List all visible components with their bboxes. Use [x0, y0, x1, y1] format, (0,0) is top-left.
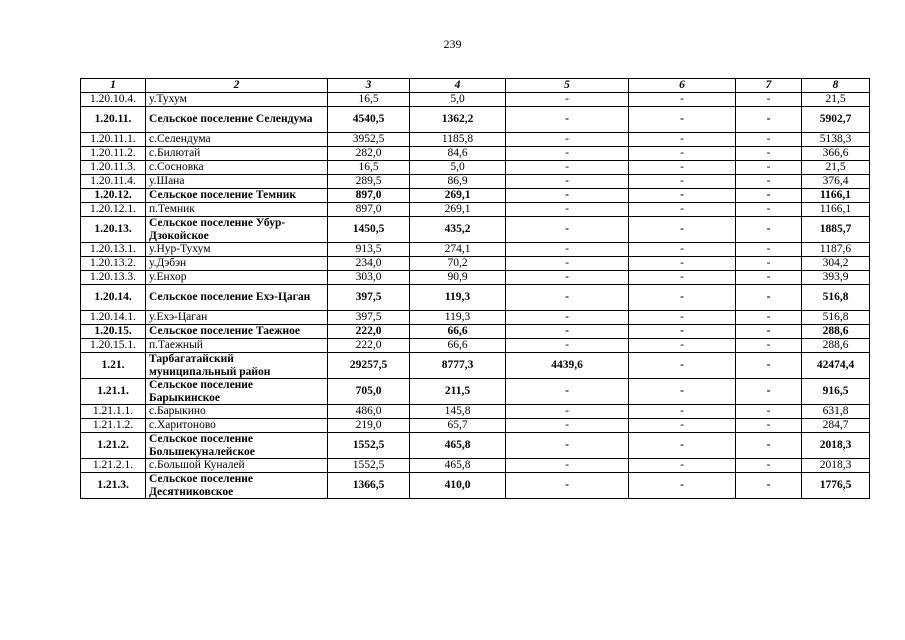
row-col-5: -: [506, 147, 629, 161]
row-col-6: -: [629, 257, 736, 271]
row-col-4: 269,1: [410, 203, 506, 217]
table-body: [81, 93, 870, 499]
row-col-8: 5902,7: [802, 107, 870, 133]
row-col-8: 516,8: [802, 311, 870, 325]
row-col-3: 222,0: [328, 325, 410, 339]
row-col-5: -: [506, 285, 629, 311]
row-col-5: -: [506, 419, 629, 433]
data-table: [80, 78, 870, 499]
row-col-6: -: [629, 339, 736, 353]
table-row: [81, 93, 870, 107]
row-code: 1.20.11.: [81, 107, 146, 133]
row-col-8: 1776,5: [802, 473, 870, 499]
row-col-5: -: [506, 107, 629, 133]
row-col-3: 29257,5: [328, 353, 410, 379]
row-name: Сельское поселение Темник: [146, 189, 328, 203]
row-name: с.Барыкино: [146, 405, 328, 419]
row-col-6: -: [629, 379, 736, 405]
row-col-6: -: [629, 285, 736, 311]
row-col-4: 145,8: [410, 405, 506, 419]
row-col-5: -: [506, 473, 629, 499]
row-code: 1.21.2.: [81, 433, 146, 459]
row-col-3: 486,0: [328, 405, 410, 419]
row-col-5: -: [506, 175, 629, 189]
row-col-6: -: [629, 217, 736, 243]
header-col-3: 3: [328, 79, 410, 93]
table-row: [81, 217, 870, 243]
table-row: [81, 271, 870, 285]
row-col-5: -: [506, 133, 629, 147]
row-col-7: -: [736, 271, 802, 285]
row-col-6: -: [629, 93, 736, 107]
row-col-8: 21,5: [802, 93, 870, 107]
row-col-8: 916,5: [802, 379, 870, 405]
row-col-4: 410,0: [410, 473, 506, 499]
row-col-7: -: [736, 459, 802, 473]
row-name: у.Ехэ-Цаган: [146, 311, 328, 325]
row-code: 1.20.15.1.: [81, 339, 146, 353]
row-col-3: 4540,5: [328, 107, 410, 133]
header-col-1: 1: [81, 79, 146, 93]
row-code: 1.20.13.2.: [81, 257, 146, 271]
row-name: у.Дэбэн: [146, 257, 328, 271]
header-row: [81, 79, 870, 93]
row-col-5: -: [506, 325, 629, 339]
row-col-5: -: [506, 243, 629, 257]
table-row: [81, 107, 870, 133]
row-col-6: -: [629, 433, 736, 459]
row-col-3: 1450,5: [328, 217, 410, 243]
table-row: [81, 405, 870, 419]
row-col-3: 1552,5: [328, 459, 410, 473]
row-col-7: -: [736, 93, 802, 107]
row-name: п.Темник: [146, 203, 328, 217]
row-name: у.Шана: [146, 175, 328, 189]
table-row: [81, 419, 870, 433]
header-col-7: 7: [736, 79, 802, 93]
row-code: 1.20.11.1.: [81, 133, 146, 147]
row-col-4: 84,6: [410, 147, 506, 161]
row-col-7: -: [736, 285, 802, 311]
row-col-7: -: [736, 175, 802, 189]
table-row: [81, 243, 870, 257]
row-code: 1.21.3.: [81, 473, 146, 499]
row-col-5: -: [506, 271, 629, 285]
row-code: 1.21.1.: [81, 379, 146, 405]
row-col-6: -: [629, 405, 736, 419]
row-col-4: 465,8: [410, 433, 506, 459]
row-col-4: 65,7: [410, 419, 506, 433]
row-col-4: 119,3: [410, 285, 506, 311]
row-col-6: -: [629, 133, 736, 147]
row-col-6: -: [629, 459, 736, 473]
row-col-3: 913,5: [328, 243, 410, 257]
row-col-8: 304,2: [802, 257, 870, 271]
row-code: 1.20.12.1.: [81, 203, 146, 217]
row-col-4: 1185,8: [410, 133, 506, 147]
row-col-6: -: [629, 419, 736, 433]
row-col-6: -: [629, 203, 736, 217]
row-col-3: 897,0: [328, 203, 410, 217]
row-col-7: -: [736, 133, 802, 147]
row-col-3: 289,5: [328, 175, 410, 189]
row-col-6: -: [629, 189, 736, 203]
row-col-7: -: [736, 473, 802, 499]
row-col-8: 1166,1: [802, 189, 870, 203]
row-col-6: -: [629, 161, 736, 175]
row-name: с.Харитоново: [146, 419, 328, 433]
row-name: Сельское поселение Убур-Дзокойское: [146, 217, 328, 243]
row-col-5: -: [506, 433, 629, 459]
row-col-4: 8777,3: [410, 353, 506, 379]
row-col-6: -: [629, 311, 736, 325]
row-name: с.Сосновка: [146, 161, 328, 175]
table-row: [81, 175, 870, 189]
header-col-4: 4: [410, 79, 506, 93]
table-row: [81, 285, 870, 311]
table-row: [81, 459, 870, 473]
table-row: [81, 473, 870, 499]
row-col-8: 2018,3: [802, 433, 870, 459]
row-col-4: 5,0: [410, 93, 506, 107]
table-row: [81, 189, 870, 203]
row-col-7: -: [736, 325, 802, 339]
row-col-4: 1362,2: [410, 107, 506, 133]
row-col-4: 66,6: [410, 325, 506, 339]
row-name: Сельское поселение Десятниковское: [146, 473, 328, 499]
row-col-7: -: [736, 311, 802, 325]
row-col-5: -: [506, 161, 629, 175]
row-col-8: 393,9: [802, 271, 870, 285]
row-name: Сельское поселение Селендума: [146, 107, 328, 133]
row-col-7: -: [736, 433, 802, 459]
row-col-5: -: [506, 93, 629, 107]
row-col-5: -: [506, 405, 629, 419]
row-col-7: -: [736, 353, 802, 379]
row-col-6: -: [629, 473, 736, 499]
row-col-8: 1166,1: [802, 203, 870, 217]
row-col-4: 66,6: [410, 339, 506, 353]
row-name: Сельское поселение Барыкинское: [146, 379, 328, 405]
table-row: [81, 433, 870, 459]
row-col-7: -: [736, 217, 802, 243]
row-code: 1.20.12.: [81, 189, 146, 203]
row-name: с.Селендума: [146, 133, 328, 147]
row-col-8: 288,6: [802, 325, 870, 339]
row-name: Сельское поселение Ехэ-Цаган: [146, 285, 328, 311]
row-col-7: -: [736, 405, 802, 419]
table-row: [81, 203, 870, 217]
table-row: [81, 379, 870, 405]
row-col-8: 21,5: [802, 161, 870, 175]
row-code: 1.20.11.2.: [81, 147, 146, 161]
row-code: 1.20.13.3.: [81, 271, 146, 285]
row-col-6: -: [629, 325, 736, 339]
page-number: 239: [443, 37, 462, 51]
row-col-5: 4439,6: [506, 353, 629, 379]
row-col-6: -: [629, 147, 736, 161]
table-row: [81, 161, 870, 175]
row-col-8: 288,6: [802, 339, 870, 353]
row-code: 1.20.14.1.: [81, 311, 146, 325]
row-col-7: -: [736, 243, 802, 257]
row-name: с.Большой Куналей: [146, 459, 328, 473]
row-col-7: -: [736, 107, 802, 133]
row-col-6: -: [629, 175, 736, 189]
row-col-5: -: [506, 339, 629, 353]
header-col-5: 5: [506, 79, 629, 93]
row-code: 1.20.15.: [81, 325, 146, 339]
table-row: [81, 133, 870, 147]
row-col-3: 897,0: [328, 189, 410, 203]
row-col-4: 5,0: [410, 161, 506, 175]
table-row: [81, 339, 870, 353]
row-code: 1.21.2.1.: [81, 459, 146, 473]
row-col-3: 397,5: [328, 311, 410, 325]
row-col-4: 211,5: [410, 379, 506, 405]
row-col-8: 631,8: [802, 405, 870, 419]
row-name: у.Тухум: [146, 93, 328, 107]
row-name: п.Таежный: [146, 339, 328, 353]
row-code: 1.20.14.: [81, 285, 146, 311]
row-col-5: -: [506, 203, 629, 217]
row-col-7: -: [736, 161, 802, 175]
row-col-4: 86,9: [410, 175, 506, 189]
table-row: [81, 353, 870, 379]
row-name: Сельское поселение Большекуналейское: [146, 433, 328, 459]
row-col-3: 3952,5: [328, 133, 410, 147]
row-code: 1.21.: [81, 353, 146, 379]
row-code: 1.20.11.3.: [81, 161, 146, 175]
row-col-7: -: [736, 147, 802, 161]
row-col-8: 42474,4: [802, 353, 870, 379]
row-name: Тарбагатайский муниципальный район: [146, 353, 328, 379]
row-name: Сельское поселение Таежное: [146, 325, 328, 339]
row-col-7: -: [736, 257, 802, 271]
row-col-3: 397,5: [328, 285, 410, 311]
row-col-8: 366,6: [802, 147, 870, 161]
row-col-8: 2018,3: [802, 459, 870, 473]
row-code: 1.20.11.4.: [81, 175, 146, 189]
row-col-5: -: [506, 257, 629, 271]
row-col-4: 269,1: [410, 189, 506, 203]
row-col-3: 1552,5: [328, 433, 410, 459]
row-col-3: 222,0: [328, 339, 410, 353]
table-row: [81, 311, 870, 325]
row-col-8: 1187,6: [802, 243, 870, 257]
row-col-3: 303,0: [328, 271, 410, 285]
row-code: 1.20.13.: [81, 217, 146, 243]
row-code: 1.20.13.1.: [81, 243, 146, 257]
row-col-3: 219,0: [328, 419, 410, 433]
header-col-6: 6: [629, 79, 736, 93]
table-row: [81, 147, 870, 161]
row-col-8: 376,4: [802, 175, 870, 189]
row-col-5: -: [506, 379, 629, 405]
row-col-5: -: [506, 189, 629, 203]
row-col-4: 465,8: [410, 459, 506, 473]
table-row: [81, 257, 870, 271]
row-col-5: -: [506, 459, 629, 473]
row-col-7: -: [736, 419, 802, 433]
row-col-7: -: [736, 339, 802, 353]
row-col-4: 274,1: [410, 243, 506, 257]
row-col-4: 119,3: [410, 311, 506, 325]
row-col-3: 234,0: [328, 257, 410, 271]
row-col-4: 70,2: [410, 257, 506, 271]
row-col-7: -: [736, 379, 802, 405]
row-col-6: -: [629, 243, 736, 257]
header-col-8: 8: [802, 79, 870, 93]
row-code: 1.21.1.1.: [81, 405, 146, 419]
row-col-3: 705,0: [328, 379, 410, 405]
row-col-6: -: [629, 353, 736, 379]
row-col-3: 16,5: [328, 161, 410, 175]
header-col-2: 2: [146, 79, 328, 93]
row-col-6: -: [629, 107, 736, 133]
row-col-8: 516,8: [802, 285, 870, 311]
row-col-8: 1885,7: [802, 217, 870, 243]
row-col-3: 16,5: [328, 93, 410, 107]
row-code: 1.20.10.4.: [81, 93, 146, 107]
row-name: с.Билютай: [146, 147, 328, 161]
row-name: у.Енхор: [146, 271, 328, 285]
row-col-5: -: [506, 311, 629, 325]
row-col-6: -: [629, 271, 736, 285]
row-col-3: 282,0: [328, 147, 410, 161]
row-code: 1.21.1.2.: [81, 419, 146, 433]
row-col-4: 435,2: [410, 217, 506, 243]
row-col-7: -: [736, 203, 802, 217]
row-col-4: 90,9: [410, 271, 506, 285]
row-col-5: -: [506, 217, 629, 243]
row-name: у.Нур-Тухум: [146, 243, 328, 257]
table-row: [81, 325, 870, 339]
row-col-7: -: [736, 189, 802, 203]
row-col-8: 284,7: [802, 419, 870, 433]
row-col-8: 5138,3: [802, 133, 870, 147]
row-col-3: 1366,5: [328, 473, 410, 499]
